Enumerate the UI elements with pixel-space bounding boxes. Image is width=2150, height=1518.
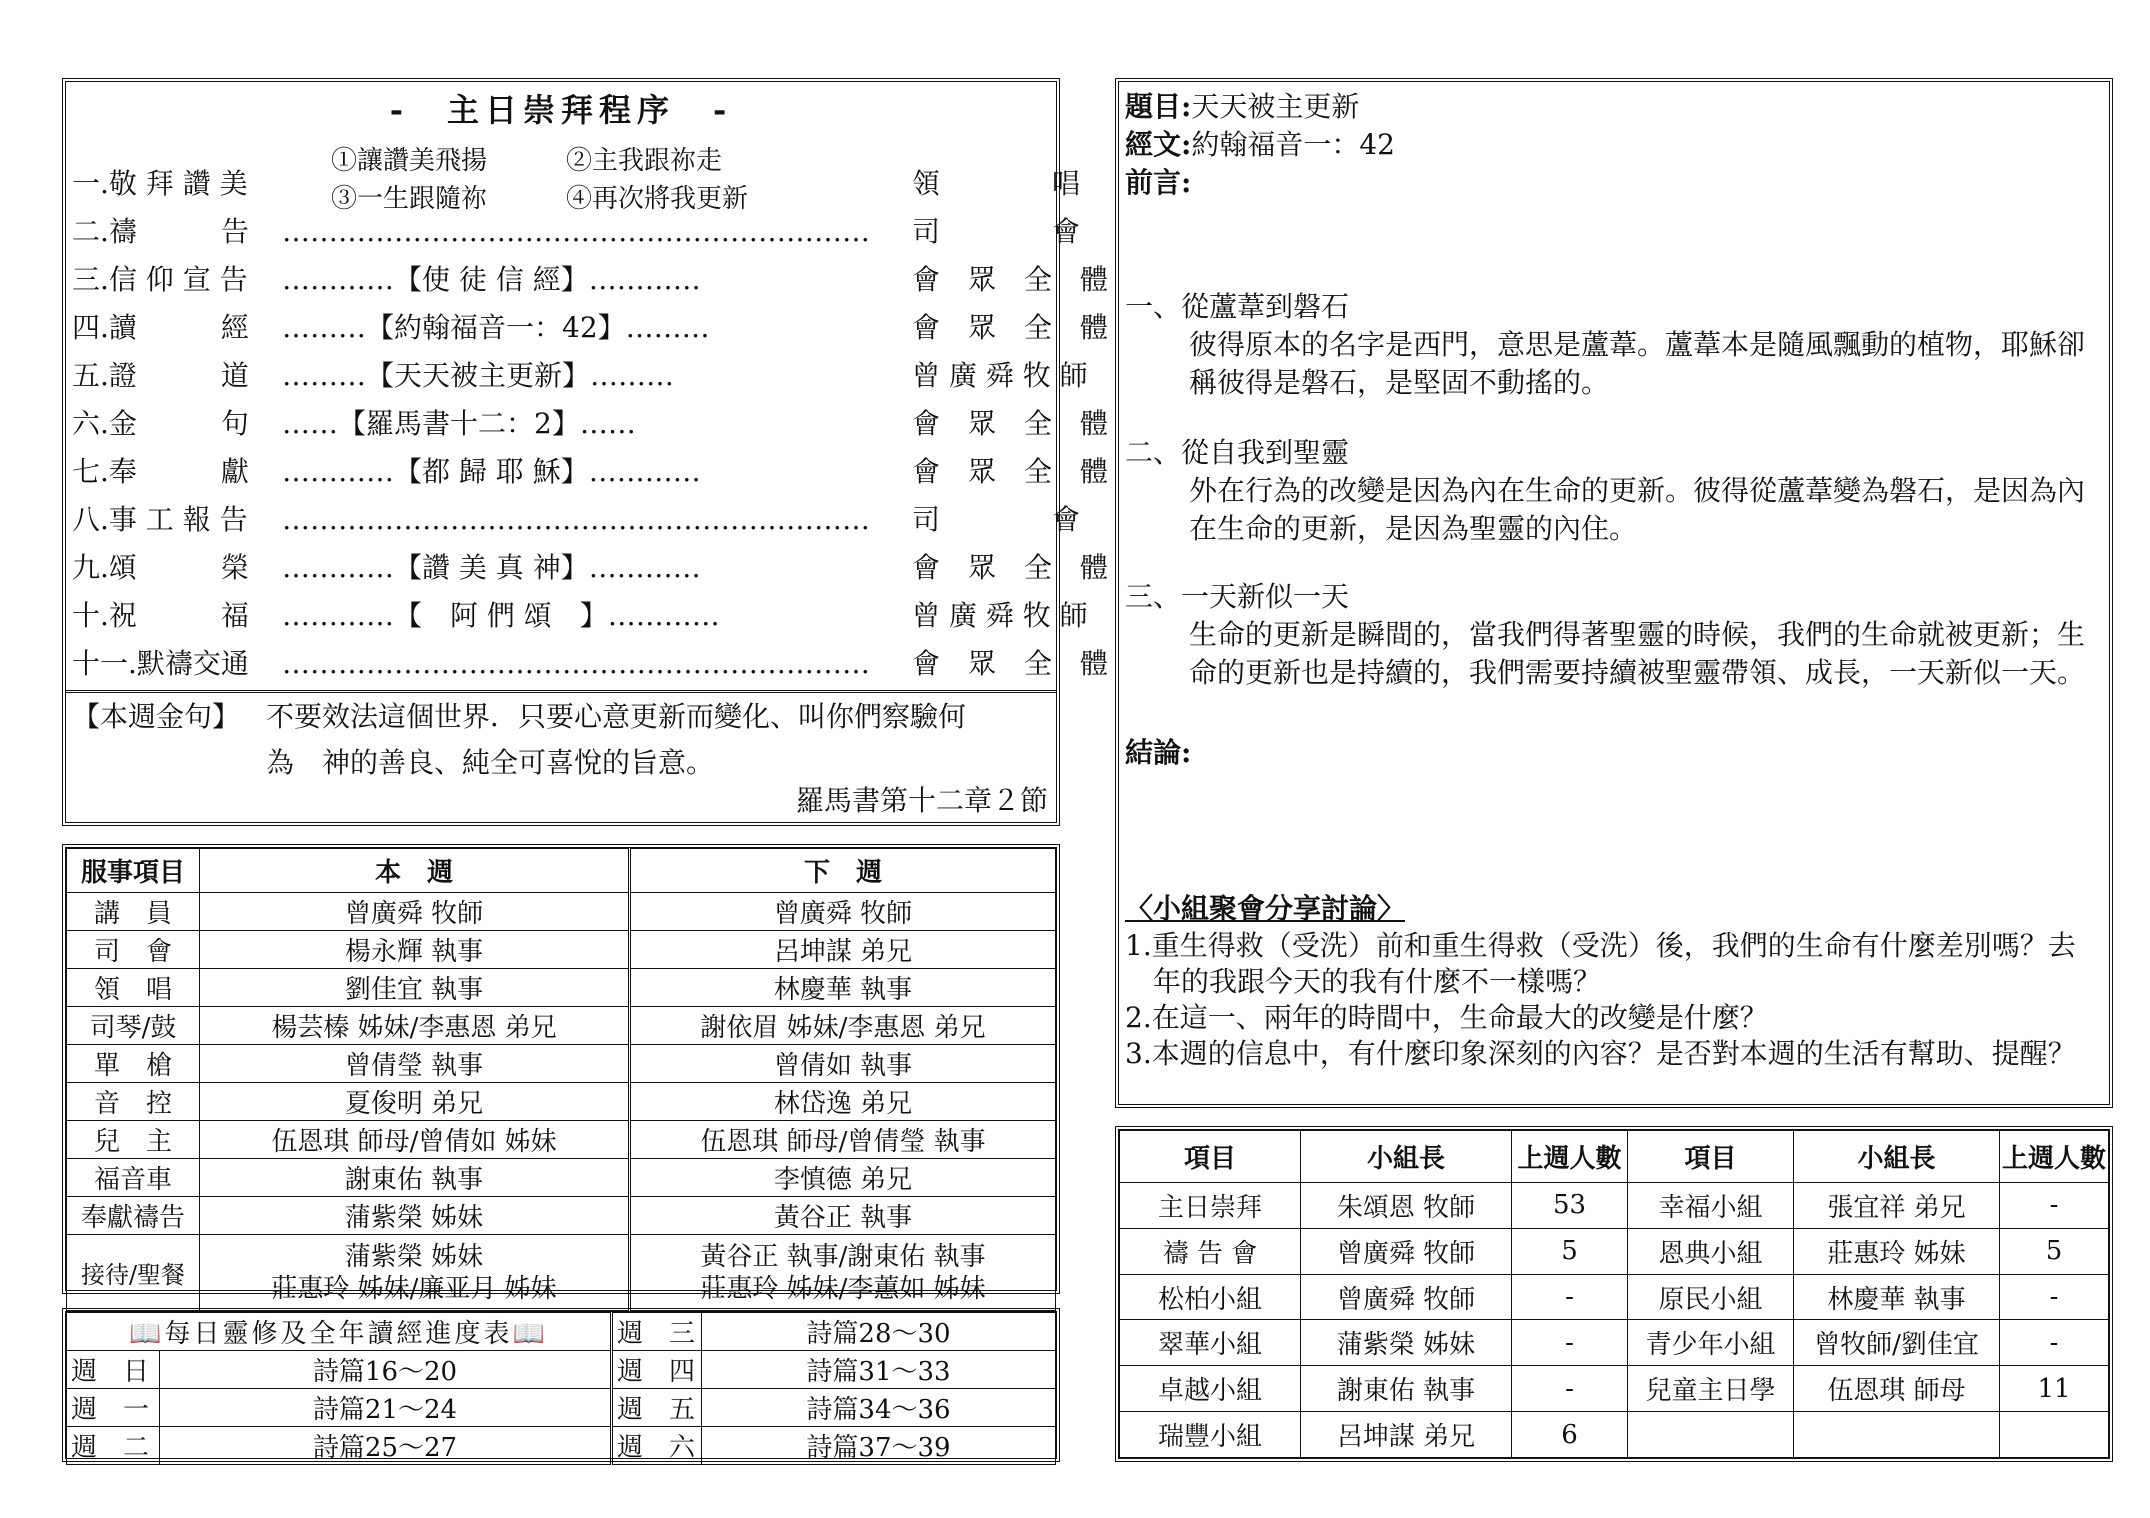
next-week-cell: 李慎德 弟兄: [630, 1159, 1056, 1197]
table-row: [67, 969, 1056, 1007]
sermon-section: [1125, 578, 2089, 692]
count-cell: -: [2000, 1274, 2109, 1320]
role-cell: 司琴/鼓: [67, 1007, 200, 1045]
passage-cell: 詩篇28～30: [702, 1313, 1056, 1351]
verse-line-1: 不要效法這個世界．只要心意更新而變化、叫你們察驗何: [266, 700, 967, 733]
table-row: [1120, 1183, 2109, 1229]
leader-cell: 朱頌恩 牧師: [1301, 1183, 1512, 1229]
group-cell: 恩典小組: [1628, 1228, 1794, 1274]
passage-cell: 詩篇31～33: [702, 1351, 1056, 1389]
question-item: 3.本週的信息中，有什麼印象深刻的內容？是否對本週的生活有幫助、提醒？: [1125, 1037, 2076, 1070]
table-row: [1120, 1366, 2109, 1412]
next-week-cell: 林岱逸 弟兄: [630, 1083, 1056, 1121]
day-cell: 週 日: [67, 1351, 160, 1389]
col-header: 服事項目: [67, 849, 200, 893]
col-header: 上週人數: [1512, 1131, 1628, 1183]
item-name: 十.祝 福: [72, 599, 249, 632]
role-cell: 奉獻禱告: [67, 1197, 200, 1235]
item-person: 會 眾 全 體: [912, 311, 1109, 344]
name-line: 黃谷正 執事/謝東佑 執事: [700, 1241, 986, 1272]
day-cell: 週 三: [612, 1313, 702, 1351]
reading-plan-title-text: 每日靈修及全年讀經進度表: [164, 1319, 513, 1349]
name-line: 蒲紫榮 姊妹: [344, 1241, 484, 1272]
leader-cell: 林慶華 執事: [1794, 1274, 2000, 1320]
verse-divider: [66, 690, 1056, 693]
section-body: 生命的更新是瞬間的，當我們得著聖靈的時候，我們的生命就被更新；生命的更新也是持續的，我們需要持續被聖靈帶領、成長，一天新似一天。: [1189, 618, 2086, 689]
service-roster-table: [66, 848, 1056, 1311]
section-heading: 一、從蘆葦到磐石: [1125, 290, 1350, 323]
passage-cell: 詩篇21～24: [160, 1389, 612, 1427]
count-cell: 53: [1512, 1183, 1628, 1229]
reading-plan-table: [66, 1312, 1056, 1465]
next-week-cell: 伍恩琪 師母/曾倩瑩 執事: [630, 1121, 1056, 1159]
role-cell: 福音車: [67, 1159, 200, 1197]
item-person: 領 唱: [912, 167, 1081, 200]
col-header: 項目: [1628, 1131, 1794, 1183]
role-cell: 講 員: [67, 893, 200, 931]
question-list: [1125, 928, 2095, 1072]
item-detail: ………【約翰福音一：42】………: [282, 311, 710, 344]
table-row: [67, 1197, 1056, 1235]
this-week-cell: [200, 1235, 630, 1311]
name-line: 莊惠玲 姊妹/廉亚月 姊妹: [271, 1273, 557, 1304]
count-cell: -: [2000, 1320, 2109, 1366]
item-detail: ………………………………………………………: [282, 503, 870, 536]
item-person: 曾 廣 舜 牧 師: [912, 359, 1088, 392]
next-week-cell: 林慶華 執事: [630, 969, 1056, 1007]
sermon-section: [1125, 288, 2089, 402]
hymn-2: ②主我跟祢走: [566, 146, 723, 176]
item-name: 九.頌 榮: [72, 551, 249, 584]
item-detail: …………【讚 美 真 神】…………: [282, 551, 701, 584]
sermon-section: [1125, 434, 2089, 548]
count-cell: -: [1512, 1274, 1628, 1320]
table-row: [67, 1235, 1056, 1311]
scripture-label: 經文:: [1125, 128, 1192, 161]
col-header: 項目: [1120, 1131, 1301, 1183]
day-cell: 週 六: [612, 1427, 702, 1465]
small-groups-box: [1115, 1126, 2113, 1462]
role-cell: 接待/聖餐: [67, 1235, 200, 1311]
item-name: 八.事 工 報 告: [72, 503, 248, 536]
leader-cell: 曾廣舜 牧師: [1301, 1228, 1512, 1274]
preface-label: 前言:: [1125, 166, 1192, 199]
group-cell: 原民小組: [1628, 1274, 1794, 1320]
group-cell: 青少年小組: [1628, 1320, 1794, 1366]
program-item: [72, 160, 1081, 208]
leader-cell: 呂坤謀 弟兄: [1301, 1412, 1512, 1458]
item-name: 七.奉 獻: [72, 455, 249, 488]
hymn-3: ③一生跟隨祢: [331, 184, 488, 214]
item-name: 二.禱 告: [72, 215, 249, 248]
count-cell: 11: [2000, 1366, 2109, 1412]
next-week-cell: 黃谷正 執事: [630, 1197, 1056, 1235]
table-row: [1120, 1274, 2109, 1320]
leader-cell: 曾牧師/劉佳宜: [1794, 1320, 2000, 1366]
item-person: 會 眾 全 體: [912, 647, 1109, 680]
role-cell: 領 唱: [67, 969, 200, 1007]
item-detail: …………【使 徒 信 經】…………: [282, 263, 701, 296]
count-cell: -: [1512, 1320, 1628, 1366]
program-item: [72, 592, 1088, 640]
hymn-1: ①讓讚美飛揚: [331, 146, 488, 176]
next-week-cell: 呂坤謀 弟兄: [630, 931, 1056, 969]
leader-cell: 謝東佑 執事: [1301, 1366, 1512, 1412]
item-name: 十一.默禱交通: [72, 647, 249, 680]
leader-cell: 莊惠玲 姊妹: [1794, 1228, 2000, 1274]
table-row: [67, 1159, 1056, 1197]
topic-text: 天天被主更新: [1191, 90, 1360, 123]
section-heading: 二、從自我到聖靈: [1125, 436, 1350, 469]
program-item: [72, 544, 1109, 592]
passage-cell: 詩篇37～39: [702, 1427, 1056, 1465]
col-header: 小組長: [1794, 1131, 2000, 1183]
item-person: 會 眾 全 體: [912, 263, 1109, 296]
item-person: 會 眾 全 體: [912, 551, 1109, 584]
count-cell: 6: [1512, 1412, 1628, 1458]
item-name: 五.證 道: [72, 359, 249, 392]
group-cell: 瑞豐小組: [1120, 1412, 1301, 1458]
program-item: [72, 448, 1109, 496]
leader-cell: 張宜祥 弟兄: [1794, 1183, 2000, 1229]
leader-cell: 蒲紫榮 姊妹: [1301, 1320, 1512, 1366]
passage-cell: 詩篇16～20: [160, 1351, 612, 1389]
table-row: [1120, 1412, 2109, 1458]
group-cell: [1628, 1412, 1794, 1458]
next-week-cell: [630, 1235, 1056, 1311]
item-detail: …………【 阿 們 頌 】…………: [282, 599, 720, 632]
this-week-cell: 蒲紫榮 姊妹: [200, 1197, 630, 1235]
book-icon: 📖: [512, 1319, 548, 1349]
item-person: 會 眾 全 體: [912, 455, 1109, 488]
col-header: 上週人數: [2000, 1131, 2109, 1183]
program-item: [72, 400, 1109, 448]
table-row: [67, 1083, 1056, 1121]
conclusion-label: 結論:: [1125, 736, 1192, 769]
leader-cell: 伍恩琪 師母: [1794, 1366, 2000, 1412]
next-week-cell: 曾廣舜 牧師: [630, 893, 1056, 931]
next-week-cell: 謝依眉 姊妹/李惠恩 弟兄: [630, 1007, 1056, 1045]
day-cell: 週 二: [67, 1427, 160, 1465]
program-item: [72, 304, 1109, 352]
item-name: 六.金 句: [72, 407, 249, 440]
small-groups-table: [1119, 1130, 2109, 1458]
sermon-notes-box: [1115, 78, 2113, 1108]
count-cell: [2000, 1412, 2109, 1458]
question-item: 2.在這一、兩年的時間中，生命最大的改變是什麼？: [1125, 1001, 1768, 1034]
item-person: 曾 廣 舜 牧 師: [912, 599, 1088, 632]
program-item: [72, 256, 1109, 304]
col-header: 小組長: [1301, 1131, 1512, 1183]
role-cell: 司 會: [67, 931, 200, 969]
day-cell: 週 一: [67, 1389, 160, 1427]
this-week-cell: 曾倩瑩 執事: [200, 1045, 630, 1083]
item-person: 會 眾 全 體: [912, 407, 1109, 440]
group-cell: 幸福小組: [1628, 1183, 1794, 1229]
count-cell: -: [1512, 1366, 1628, 1412]
section-heading: 三、一天新似一天: [1125, 580, 1350, 613]
program-item: [72, 496, 1081, 544]
item-detail: …………【都 歸 耶 穌】…………: [282, 455, 701, 488]
verse-line-2: 為 神的善良、純全可喜悅的旨意。: [266, 746, 715, 779]
item-detail: ………【天天被主更新】………: [282, 359, 675, 392]
sermon-topic: [1125, 88, 1359, 126]
question-item: 1.重生得救（受洗）前和重生得救（受洗）後，我們的生命有什麼差別嗎？去年的我跟今天的我有什麼不一樣嗎？: [1125, 929, 2076, 998]
section-body: 彼得原本的名字是西門，意思是蘆葦。蘆葦本是隨風飄動的植物，耶穌卻稱彼得是磐石，是堅固不動搖的。: [1189, 328, 2086, 399]
table-row: [67, 1121, 1056, 1159]
day-cell: 週 五: [612, 1389, 702, 1427]
table-row: [1120, 1320, 2109, 1366]
role-cell: 音 控: [67, 1083, 200, 1121]
this-week-cell: 曾廣舜 牧師: [200, 893, 630, 931]
table-row: [1120, 1228, 2109, 1274]
next-week-cell: 曾倩如 執事: [630, 1045, 1056, 1083]
name-line: 莊惠玲 姊妹/李蕙如 姊妹: [700, 1273, 986, 1304]
count-cell: 5: [1512, 1228, 1628, 1274]
passage-cell: 詩篇25～27: [160, 1427, 612, 1465]
count-cell: 5: [2000, 1228, 2109, 1274]
group-discussion-title: 〈小組聚會分享討論〉: [1125, 892, 1406, 925]
item-name: 三.信 仰 宣 告: [72, 263, 248, 296]
group-cell: 卓越小組: [1120, 1366, 1301, 1412]
scripture-text: 約翰福音一：42: [1191, 128, 1395, 161]
this-week-cell: 楊永輝 執事: [200, 931, 630, 969]
col-header: 本 週: [200, 849, 630, 893]
group-cell: 兒童主日學: [1628, 1366, 1794, 1412]
program-item: [72, 640, 1109, 688]
verse-reference: 羅馬書第十二章２節: [795, 784, 1048, 817]
program-item: [72, 352, 1088, 400]
group-cell: 禱 告 會: [1120, 1228, 1301, 1274]
passage-cell: 詩篇34～36: [702, 1389, 1056, 1427]
reading-plan-title: [67, 1313, 612, 1351]
this-week-cell: 劉佳宜 執事: [200, 969, 630, 1007]
role-cell: 單 槍: [67, 1045, 200, 1083]
table-row: [67, 1045, 1056, 1083]
item-person: 司 會: [912, 215, 1081, 248]
book-icon: 📖: [129, 1319, 165, 1349]
program-item: [72, 208, 1081, 256]
section-body: 外在行為的改變是因為內在生命的更新。彼得從蘆葦變為磐石，是因為內在生命的更新，是因為聖靈的內住。: [1189, 474, 2086, 545]
table-row: [67, 893, 1056, 931]
this-week-cell: 伍恩琪 師母/曾倩如 姊妹: [200, 1121, 630, 1159]
item-detail: ……【羅馬書十二：2】……: [282, 407, 636, 440]
count-cell: -: [2000, 1183, 2109, 1229]
this-week-cell: 楊芸榛 姊妹/李惠恩 弟兄: [200, 1007, 630, 1045]
table-row: [67, 1007, 1056, 1045]
group-cell: 主日崇拜: [1120, 1183, 1301, 1229]
day-cell: 週 四: [612, 1351, 702, 1389]
group-cell: 松柏小組: [1120, 1274, 1301, 1320]
col-header: 下 週: [630, 849, 1056, 893]
table-row: [67, 931, 1056, 969]
item-person: 司 會: [912, 503, 1081, 536]
item-name: 四.讀 經: [72, 311, 249, 344]
item-name: 一.敬 拜 讚 美: [72, 167, 248, 200]
service-roster-box: [62, 844, 1060, 1304]
verse-label: 【本週金句】: [72, 700, 241, 733]
worship-program-box: [62, 78, 1109, 826]
group-cell: 翠華小組: [1120, 1320, 1301, 1366]
worship-title: - 主日崇拜程序 -: [389, 91, 733, 129]
this-week-cell: 夏俊明 弟兄: [200, 1083, 630, 1121]
sermon-scripture: [1125, 126, 1395, 164]
reading-plan-box: [62, 1308, 1060, 1462]
leader-cell: [1794, 1412, 2000, 1458]
this-week-cell: 謝東佑 執事: [200, 1159, 630, 1197]
item-detail: ………………………………………………………: [282, 647, 870, 680]
item-detail: ………………………………………………………: [282, 215, 870, 248]
hymn-4: ④再次將我更新: [566, 184, 749, 214]
leader-cell: 曾廣舜 牧師: [1301, 1274, 1512, 1320]
topic-label: 題目:: [1125, 90, 1192, 123]
role-cell: 兒 主: [67, 1121, 200, 1159]
